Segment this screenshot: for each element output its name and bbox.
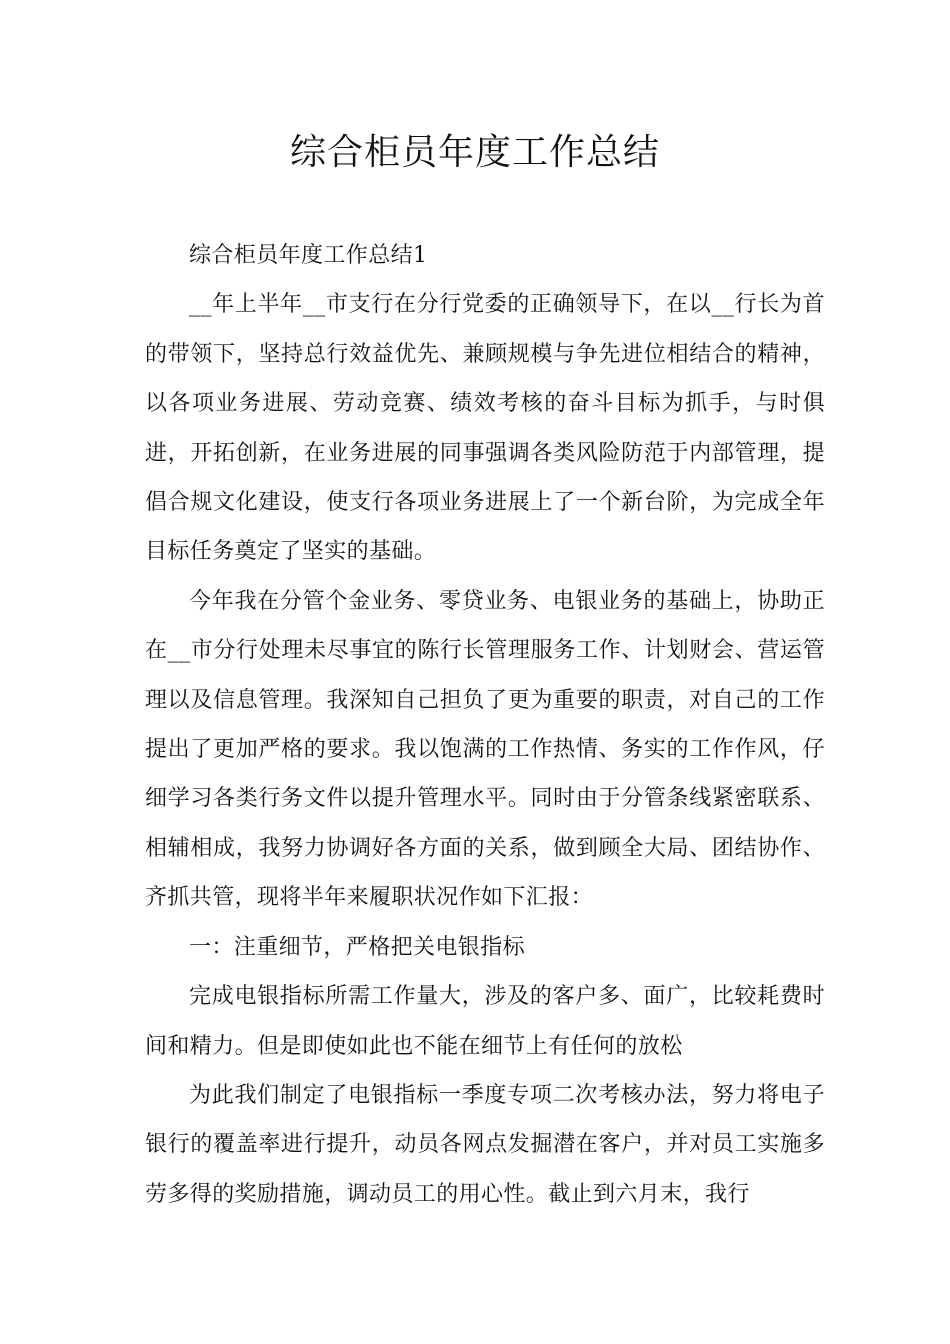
subheading: 一：注重细节，严格把关电银指标 (189, 934, 526, 960)
paragraph: __年上半年__市支行在分行党委的正确领导下，在以__行长为首的带领下，坚持总行效益优先、兼顾规模与争先进位相结合的精神，以各项业务进展、劳动竞赛、绩效考核的奋斗目标为抓手，与时俱进，开拓创新，在业务进展的同事强调各类风险防范于内部管理，提倡合规文化建设，使支行各项业务进展上了一个新台阶，为完成全年目标任务奠定了坚实的基础。 (145, 292, 825, 565)
paragraph: 完成电银指标所需工作量大，涉及的客户多、面广，比较耗费时间和精力。但是即使如此也不能在细节上有任何的放松 (145, 984, 825, 1059)
paragraph: 今年我在分管个金业务、零贷业务、电银业务的基础上，协助正在__市分行处理未尽事宜的陈行长管理服务工作、计划财会、营运管理以及信息管理。我深知自己担负了更为重要的职责，对自己的工作提出了更加严格的要求。我以饱满的工作热情、务实的工作作风，仔细学习各类行务文件以提升管理水平。同时由于分管条线紧密联系、相辅相成，我努力协调好各方面的关系，做到顾全大局、团结协作、齐抓共管，现将半年来履职状况作如下汇报： (145, 588, 825, 911)
document-title: 综合柜员年度工作总结 (289, 132, 660, 173)
document-body (145, 231, 825, 1219)
section-heading: 综合柜员年度工作总结1 (189, 243, 428, 268)
paragraph: 为此我们制定了电银指标一季度专项二次考核办法，努力将电子银行的覆盖率进行提升，动员各网点发掘潜在客户，并对员工实施多劳多得的奖励措施，调动员工的用心性。截止到六月末，我行 (145, 1082, 825, 1207)
